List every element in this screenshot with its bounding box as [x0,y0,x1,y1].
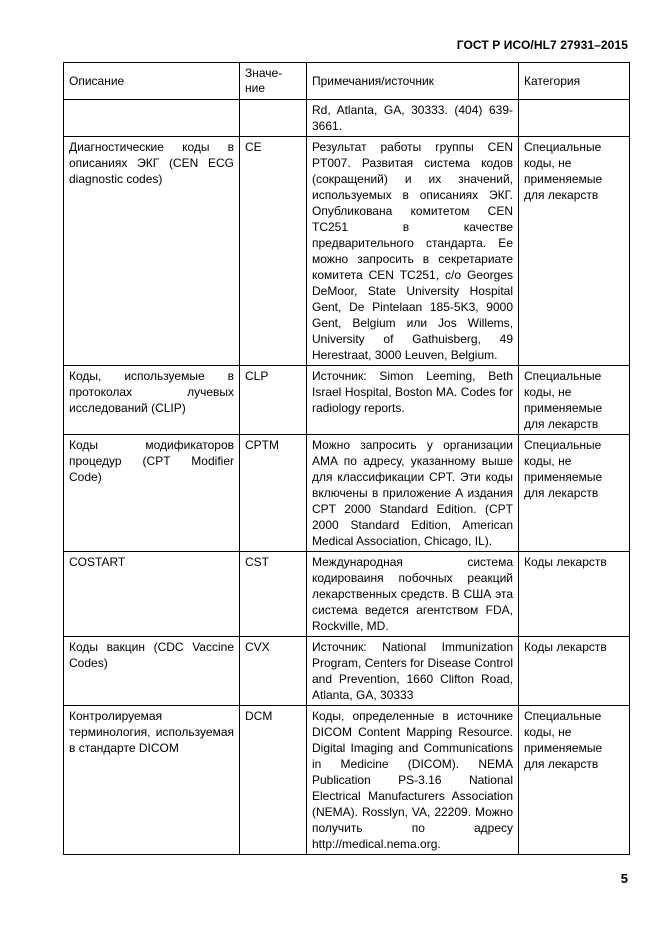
cell-category: Коды лекарств [519,552,630,637]
cell-description: Коды, используемые в протоколах лучевых исследований (CLIP) [64,366,240,435]
cell-category: Специальные коды, не применяемые для лекарств [519,366,630,435]
cell-category: Специальные коды, не применяемые для лекарств [519,435,630,552]
table-header-row [64,63,630,100]
cell-description: Диагностические коды в описаниях ЭКГ (CEN ECG diagnostic codes) [64,137,240,366]
cell-category: Специальные коды, не применяемые для лекарств [519,706,630,855]
cell-description: Коды модификаторов процедур (CPT Modifier Code) [64,435,240,552]
page-number: 5 [620,871,628,886]
cell-value: CVX [240,637,307,706]
cell-notes: Источник: National Immunization Program, Centers for Disease Control and Prevention, 1660 Clifton Road, Atlanta, GA, 30333 [307,637,519,706]
cell-description: Контролируемая терминология, используемая в стандарте DICOM [64,706,240,855]
table-row [64,637,630,706]
cell-value: CPTM [240,435,307,552]
cell-category [519,100,630,137]
cell-description [64,100,240,137]
cell-value: DCM [240,706,307,855]
cell-notes: Коды, определенные в источнике DICOM Content Mapping Resource. Digital Imaging and Communications in Medicine (DICOM). NEMA Publication PS-3.16 National Electrical Manufacturers Association (NEMA). Rosslyn, VA, 22209. Можно получить по адресу http://medical.nema.org. [307,706,519,855]
cell-value: CST [240,552,307,637]
document-header: ГОСТ Р ИСО/HL7 27931–2015 [456,38,628,52]
cell-description: Коды вакцин (CDC Vaccine Codes) [64,637,240,706]
column-header-notes: Примечания/источник [307,63,519,100]
table-row [64,137,630,366]
column-header-value-line2: ние [245,81,266,95]
column-header-description: Описание [64,63,240,100]
table-row [64,366,630,435]
table-row-continuation [64,100,630,137]
cell-notes: Источник: Simon Leeming, Beth Israel Hospital, Boston MA. Codes for radiology reports. [307,366,519,435]
cell-category: Специальные коды, не применяемые для лекарств [519,137,630,366]
cell-value: CLP [240,366,307,435]
cell-notes: Rd, Atlanta, GA, 30333. (404) 639-3661. [307,100,519,137]
table-row [64,435,630,552]
cell-value [240,100,307,137]
table-row [64,552,630,637]
column-header-value-line1: Значе- [245,66,283,80]
cell-notes: Можно запросить у организации AMA по адресу, указанному выше для классификации CPT. Эти коды включены в приложение А издания CPT 2000 Standard Edition. (CPT 2000 Standard Edition, American Medical Association, Chicago, IL). [307,435,519,552]
column-header-value [240,63,307,100]
cell-category: Коды лекарств [519,637,630,706]
table-row [64,706,630,855]
column-header-category: Категория [519,63,630,100]
cell-notes: Результат работы группы CEN PT007. Развитая система кодов (сокращений) и их значений, используемых в описаниях ЭКГ. Опубликована комитетом CEN TC251 в качестве предварительного стандарта. Ее можно запросить в секретариате комитета CEN TC251, c/o Georges DeMoor, State University Hospital Gent, De Pintelaan 185-5K3, 9000 Gent, Belgium или Jos Willems, University of Gathuisberg, 49 Herestraat, 3000 Leuven, Belgium. [307,137,519,366]
cell-value: CE [240,137,307,366]
cell-notes: Международная система кодироваиня побочных реакций лекарственных средств. В США эта система ведется агентством FDA, Rockville, MD. [307,552,519,637]
cell-description: COSTART [64,552,240,637]
codes-table [63,62,630,855]
